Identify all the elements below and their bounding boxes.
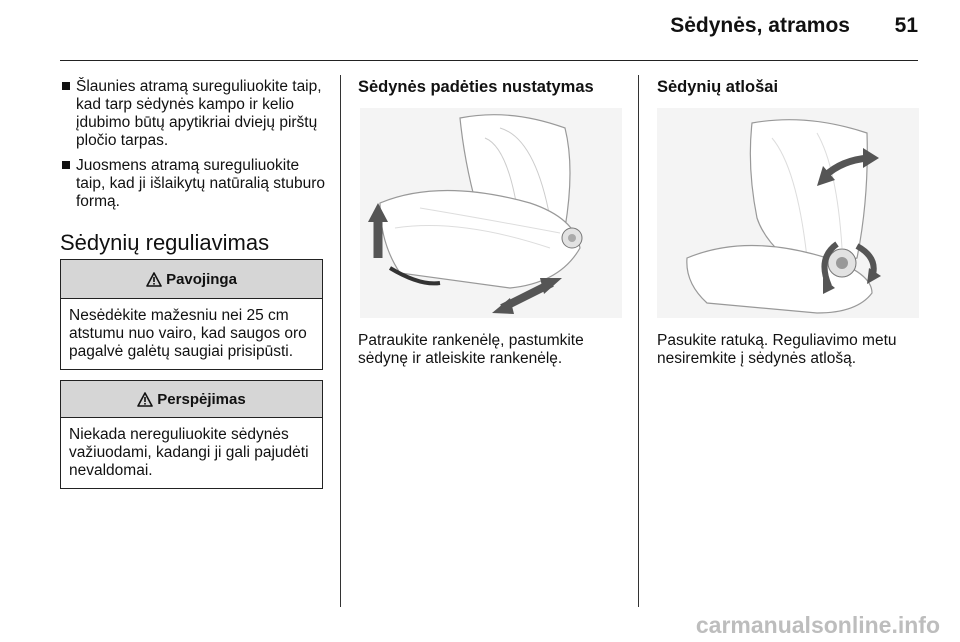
bullet-list xyxy=(62,78,332,218)
square-bullet-icon xyxy=(62,161,70,169)
bullet-text: Juosmens atramą sureguliuokite taip, kad ji išlaikytų natūralią stuburo formą. xyxy=(76,157,325,210)
warning-box-text: Niekada nereguliuokite sėdynės važiuodami, kadangi ji gali pajudėti nevaldomai. xyxy=(69,426,309,479)
warning-triangle-icon xyxy=(137,392,153,407)
section-heading: Sėdynių reguliavimas xyxy=(60,230,270,255)
warning-box-header xyxy=(61,381,322,418)
column-divider-right xyxy=(638,75,639,607)
watermark: carmanualsonline.info xyxy=(695,612,940,638)
danger-box-text: Nesėdėkite mažesniu nei 25 cm atstumu nuo vairo, kad saugos oro pagalvė galėtų saugiai prisipūsti. xyxy=(69,307,307,360)
danger-box xyxy=(60,259,323,370)
bullet-item xyxy=(62,157,332,211)
backrest-caption: Pasukite ratuką. Reguliavimo metu nesiremkite į sėdynės atlošą. xyxy=(657,332,897,367)
page-number: 51 xyxy=(894,14,918,37)
backrest-illustration xyxy=(657,108,919,318)
seat-position-illustration xyxy=(360,108,622,318)
warning-triangle-icon xyxy=(146,272,162,287)
seat-position-caption: Patraukite rankenėlę, pastumkite sėdynę ir atleiskite rankenėlę. xyxy=(358,332,584,367)
header-divider xyxy=(60,60,918,61)
square-bullet-icon xyxy=(62,82,70,90)
danger-box-header xyxy=(61,260,322,299)
bullet-text: Šlaunies atramą sureguliuokite taip, kad tarp sėdynės kampo ir kelio įdubimo būtų apytikriai dviejų pirštų pločio tarpas. xyxy=(76,78,322,149)
warning-box-title: Perspėjimas xyxy=(157,390,246,408)
warning-box xyxy=(60,380,323,489)
backrest-heading: Sėdynių atlošai xyxy=(657,78,779,96)
seat-position-heading: Sėdynės padėties nustatymas xyxy=(358,78,594,96)
page-header-title: Sėdynės, atramos xyxy=(670,14,850,37)
column-divider-left xyxy=(340,75,341,607)
bullet-item xyxy=(62,78,332,150)
danger-box-title: Pavojinga xyxy=(166,270,237,288)
